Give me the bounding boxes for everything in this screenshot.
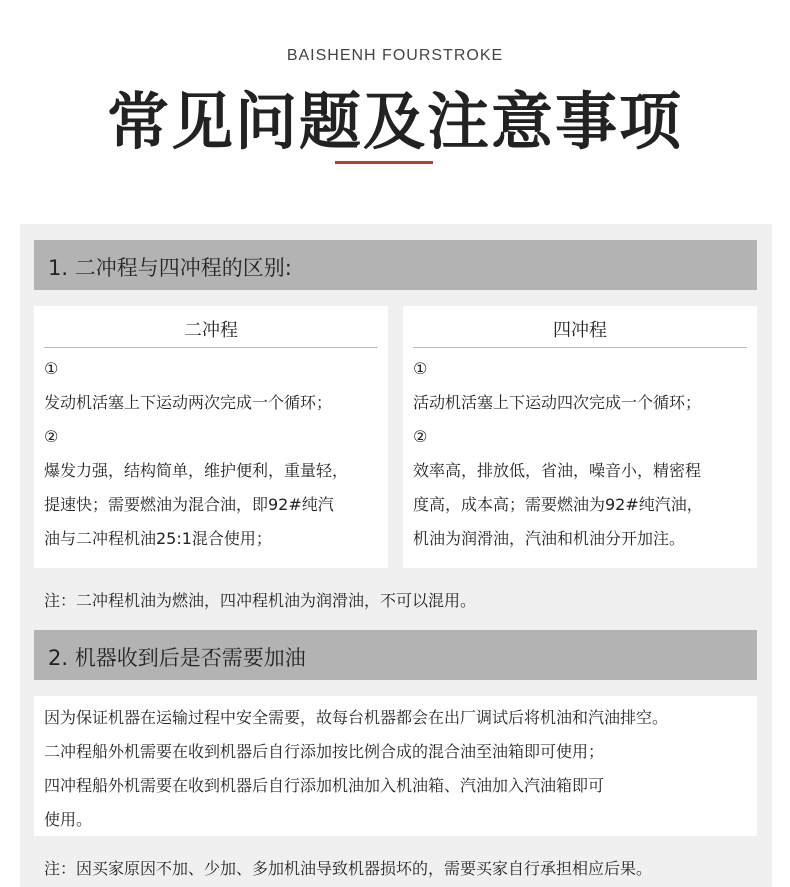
two-stroke-line: ① xyxy=(44,359,59,378)
four-stroke-line: 效率高，排放低，省油，噪音小，精密程 xyxy=(413,461,702,480)
two-stroke-card xyxy=(34,306,388,568)
section-1-header xyxy=(34,240,757,290)
two-stroke-title: 二冲程 xyxy=(184,320,238,341)
two-stroke-line: 提速快；需要燃油为混合油，即92#纯汽 xyxy=(44,495,334,514)
four-stroke-line: 度高，成本高；需要燃油为92#纯汽油， xyxy=(413,495,703,514)
four-stroke-line: ① xyxy=(413,359,428,378)
section-2-body xyxy=(34,696,757,836)
section-2-note: 注：因买家原因不加、少加、多加机油导致机器损坏的，需要买家自行承担相应后果。 xyxy=(44,859,653,878)
section-2-heading: 2. 机器收到后是否需要加油 xyxy=(48,646,306,670)
four-stroke-line: 机油为润滑油，汽油和机油分开加注。 xyxy=(413,529,686,548)
four-stroke-line: 活动机活塞上下运动四次完成一个循环； xyxy=(413,393,702,412)
two-stroke-line: ② xyxy=(44,427,59,446)
section-1-note: 注：二冲程机油为燃油，四冲程机油为润滑油，不可以混用。 xyxy=(44,591,477,610)
two-stroke-line: 油与二冲程机油25:1混合使用； xyxy=(44,529,272,548)
section-2-line: 四冲程船外机需要在收到机器后自行添加机油加入机油箱、汽油加入汽油箱即可 xyxy=(44,776,605,795)
two-stroke-line: 爆发力强，结构简单，维护便利，重量轻， xyxy=(44,461,349,480)
four-stroke-line: ② xyxy=(413,427,428,446)
section-1-heading: 1. 二冲程与四冲程的区别: xyxy=(48,256,292,280)
two-stroke-body xyxy=(44,352,382,556)
card-divider xyxy=(44,347,378,348)
section-2-line: 二冲程船外机需要在收到机器后自行添加按比例合成的混合油至油箱即可使用； xyxy=(44,742,605,761)
page-title: 常见问题及注意事项 xyxy=(106,85,683,158)
card-divider xyxy=(413,347,747,348)
section-2-header xyxy=(34,630,757,680)
title-divider xyxy=(335,161,433,164)
brand-subtitle: BAISHENH FOURSTROKE xyxy=(286,47,504,64)
section-2-line: 因为保证机器在运输过程中安全需要，故每台机器都会在出厂调试后将机油和汽油排空。 xyxy=(44,708,669,727)
four-stroke-body xyxy=(413,352,751,556)
two-stroke-line: 发动机活塞上下运动两次完成一个循环； xyxy=(44,393,333,412)
section-2-line: 使用。 xyxy=(44,810,93,829)
faq-panel xyxy=(20,224,772,887)
four-stroke-card xyxy=(403,306,757,568)
four-stroke-title: 四冲程 xyxy=(553,320,607,341)
